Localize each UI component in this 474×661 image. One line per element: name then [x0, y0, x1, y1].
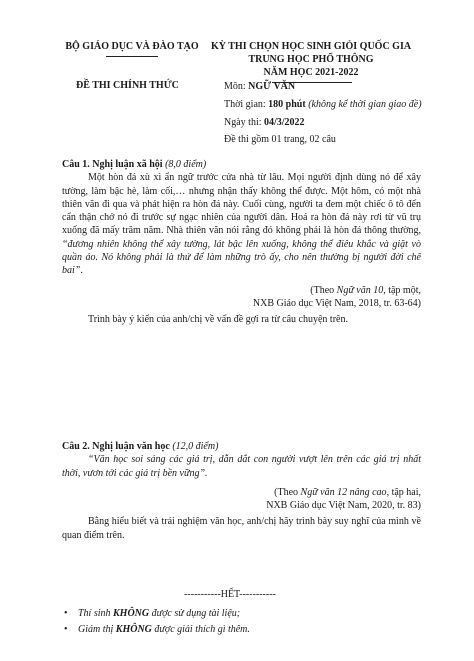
note-1-pre: Thí sinh [78, 608, 114, 619]
note-2-pre: Giám thị [78, 624, 116, 635]
bullet-icon: • [64, 608, 68, 619]
question-1-task: Trình bày ý kiến của anh/chị về vấn đề gợi ra từ câu chuyện trên. [88, 314, 348, 326]
note-1 [64, 606, 250, 622]
question-2-source-line-1 [62, 486, 421, 499]
question-2 [62, 440, 421, 542]
official-exam-label: ĐỀ THI CHÍNH THỨC [76, 80, 179, 91]
time-label: Thời gian: [224, 99, 269, 110]
question-2-heading [62, 440, 421, 453]
ministry-underline [106, 56, 158, 57]
time-line [224, 99, 422, 111]
note-1-post: được sử dụng tài liệu; [149, 608, 241, 619]
footer-notes [64, 606, 250, 638]
question-1-source-post: , tập một, [383, 284, 421, 296]
question-2-source-book: Ngữ văn 12 nâng cao [300, 486, 387, 498]
question-1 [62, 158, 421, 327]
note-1-bold: KHÔNG [113, 608, 150, 619]
page-count-line: Đề thi gồm 01 trang, 02 câu [224, 134, 336, 145]
subject-line [224, 81, 295, 93]
date-label: Ngày thi: [224, 117, 264, 128]
subject-value: NGỮ VĂN [248, 81, 296, 92]
question-1-quote: “đương nhiên không thể xây tường, lát bậc lên xuống, không thể điêu khắc và giặt vò quần áo. Nó không phải là thứ để làm những trò ấy, cho nên thường bị người đời chê bai” [62, 238, 421, 277]
question-1-points: (8,0 điểm) [162, 159, 207, 170]
question-1-source-pre: (Theo [310, 284, 337, 296]
question-2-points: (12,0 điểm) [169, 441, 219, 452]
question-1-title: Câu 1. Nghị luận xã hội [62, 159, 163, 170]
question-1-story [62, 171, 421, 277]
question-1-quote-end: . [80, 265, 83, 277]
subject-label: Môn: [224, 81, 249, 92]
ministry-name: BỘ GIÁO DỤC VÀ ĐÀO TẠO [65, 41, 199, 52]
note-2-bold: KHÔNG [115, 624, 152, 635]
exam-title-line-2: TRUNG HỌC PHỔ THÔNG [248, 54, 374, 65]
question-1-source-line-2: NXB Giáo dục Việt Nam, 2018, tr. 63-64) [252, 297, 421, 309]
time-note: (không kể thời gian giao đề) [305, 99, 422, 110]
question-1-story-text: Một hòn đá xù xì ẩn ngữ trước cửa nhà từ lâu. Mọi người định dùng nó để xây tường, làm bậc hè, làm cối,… nhưng nhận thấy không thể được. Một hôm, có một nhà thiên văn đi qua và phát hiện ra hòn đá này. Cuối cùng, người ta đem một chiếc ô tô đến cẩn thận chở nó đi trước sự ngạc nhiên của người dân. Hoá ra hòn đá này rơi từ vũ trụ xuống đã mấy trăm năm. Nhà thiên văn nói rằng đó không phải là hòn đá thông thường, [62, 172, 421, 237]
note-2-post: được giải thích gì thêm. [151, 624, 250, 635]
bullet-icon: • [64, 624, 68, 635]
end-marker: -----------HẾT----------- [184, 589, 276, 600]
date-line [224, 117, 305, 129]
date-value: 04/3/2022 [264, 117, 305, 128]
question-2-task: Bằng hiểu biết và trải nghiệm văn học, anh/chị hãy trình bày suy nghĩ của mình về quan điểm trên. [62, 516, 421, 541]
question-1-source-book: Ngữ văn 10 [336, 284, 384, 296]
note-2 [64, 622, 250, 638]
exam-title-line-1: KỲ THI CHỌN HỌC SINH GIỎI QUỐC GIA [210, 41, 412, 52]
question-2-source-pre: (Theo [274, 486, 301, 498]
question-1-heading [62, 158, 421, 171]
time-value: 180 phút [268, 99, 306, 110]
question-1-source-line-1 [62, 284, 421, 297]
question-2-source-line-2: NXB Giáo dục Việt Nam, 2020, tr. 83) [266, 500, 421, 512]
exam-title-block [198, 40, 424, 79]
question-2-quote: “Văn học soi sáng các giá trị, dẫn dắt con người vượt lên trên các giá trị nhất thời, vươn tới các giá trị bền vững”. [62, 454, 421, 479]
question-2-title: Câu 2. Nghị luận văn học [62, 441, 170, 452]
question-2-source-post: , tập hai, [386, 486, 421, 498]
exam-title-line-3: NĂM HỌC 2021-2022 [263, 67, 359, 78]
